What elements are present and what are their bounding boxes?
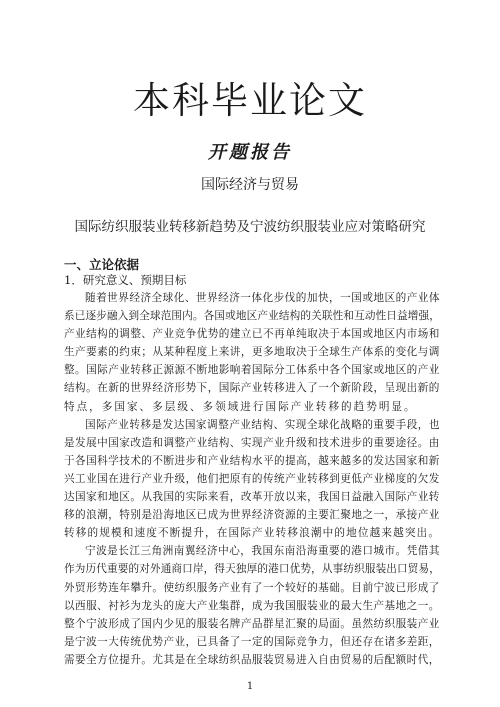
body-line: 整。国际产业转移正源源不断地影响着国际分工体系中各个国家或地区的产业 [64,364,440,377]
body-line: 整个宁波形成了国内少见的服装名牌产品群星汇聚的局面。虽然纺织服装产业 [64,617,440,630]
body-line: 产业结构的调整、产业竞争优势的建立已不再单纯取决于本国或地区内市场和 [64,328,440,341]
section-heading: 一、立论依据 [64,257,140,272]
body-line: 宁波是长江三角洲南翼经济中心，我国东南沿海重要的港口城市。凭借其 [85,545,440,558]
body-line: 达国家和地区。从我国的实际来看，改革开放以来，我国日益融入国际产业转 [64,491,440,504]
body-line: 随着世界经济全球化、世界经济一体化步伐的加快，一国或地区的产业体 [85,292,440,304]
body-line: 以西服、衬衫为龙头的庞大产业集群，成为我国服装业的最大生产基地之一。 [64,599,440,612]
body-line: 是宁波一大传统优势产业，已具备了一定的国际竞争力，但还存在诸多差距， [64,635,440,648]
body-line: 系已逐步融入到全球范围内。各国或地区产业结构的关联性和互动性日益增强， [64,310,440,323]
body-line: 国际产业转移是发达国家调整产业结构、实现全球化战略的重要手段，也 [85,418,440,431]
report-subtitle: 开题报告 [208,142,292,163]
body-line: 作为历代重要的对外通商口岸，得天独厚的港口优势，从事纺织服装出口贸易， [64,563,440,576]
page-title: 本科毕业论文 [133,79,367,122]
body-line: 需要全方位提升。尤其是在全球纺织品服装贸易进入自由贸易的后配额时代， [64,653,440,666]
body-line: 转移的规模和速度不断提升，在国际产业转移浪潮中的地位越来越突出。 [64,527,440,540]
thesis-title: 国际纺织服装业转移新趋势及宁波纺织服装业应对策略研究 [74,219,426,235]
body-line: 结构。在新的世界经济形势下，国际产业转移进入了一个新阶段，呈现出新的 [64,382,440,395]
body-line: 是发展中国家改造和调整产业结构、实现产业升级和技术进步的重要途径。由 [64,436,440,449]
body-line: 于各国科学技术的不断进步和产业结构水平的提高，越来越多的发达国家和新 [64,454,440,467]
major-label: 国际经济与贸易 [201,177,299,193]
body-line: 移的浪潮，特别是沿海地区已成为世界经济资源的主要汇聚地之一，承接产业 [64,509,440,522]
body-text [64,289,440,669]
subsection-heading: 1．研究意义、预期目标 [64,273,187,287]
page-number: 1 [246,681,254,692]
body-line: 生产要素的约束；从某种程度上来讲，更多地取决于全球生产体系的变化与调 [64,346,440,359]
body-line: 特点，多国家、多层级、多领域进行国际产业转移的趋势明显。 [64,400,417,413]
body-line: 兴工业国在进行产业升级，他们把原有的传统产业转移到更低产业梯度的欠发 [64,472,440,485]
body-line: 外贸形势连年攀升。使纺织服务产业有了一个较好的基础。目前宁波已形成了 [64,581,440,594]
